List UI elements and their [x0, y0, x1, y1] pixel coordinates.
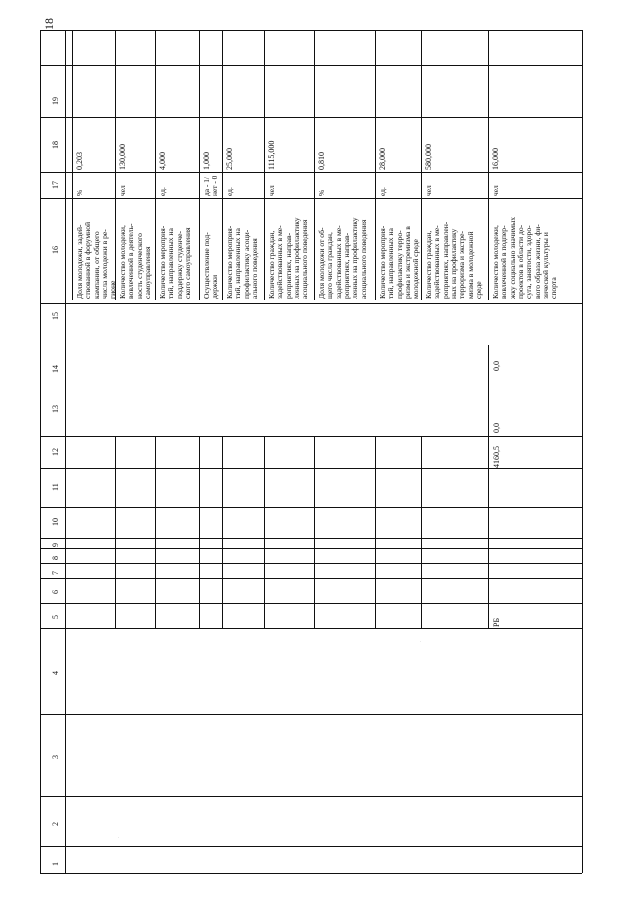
last-row-col5: РБ: [492, 617, 501, 627]
table-border-top: [40, 30, 582, 31]
indicator-row-divider: [421, 30, 422, 300]
last-row-col11: 4160,5: [492, 446, 501, 468]
indicator-row-divider: [375, 30, 376, 300]
table-border-right: [582, 30, 583, 873]
column-divider: [40, 796, 582, 797]
indicator-unit: чел: [491, 185, 500, 196]
indicator-value: 0,810: [317, 152, 326, 170]
column-divider: [40, 846, 582, 847]
indicator-name: Доля молодежи от об- щего числа граждан, задействованных в ме- роприятиях, направ- ленных на профилактику асоциального поведения: [317, 217, 368, 299]
column-divider: [40, 436, 582, 437]
column-divider: [40, 303, 582, 304]
scan-speck: ·: [118, 835, 120, 840]
indicator-unit: чел: [424, 185, 433, 196]
indicator-value: 1115,000: [267, 140, 276, 170]
page-number: 18: [42, 18, 56, 30]
indicator-value: 25,000: [225, 148, 234, 170]
column-divider: [40, 578, 582, 579]
table-border-left: [40, 30, 41, 873]
column-number-10: 10: [51, 518, 60, 526]
indicator-row-divider: [222, 30, 223, 300]
indicator-row-divider: [314, 30, 315, 300]
column-number-8: 8: [51, 556, 60, 560]
data-row-divider: [115, 436, 116, 628]
scan-speck: ·: [420, 639, 422, 644]
column-number-15: 15: [51, 312, 60, 320]
data-row-divider: [421, 436, 422, 628]
column-number-6: 6: [51, 590, 60, 594]
column-number-17: 17: [51, 181, 60, 189]
indicator-name: Количество мероприя- тий, направленных на профилактику асоци- ального поведения: [225, 225, 260, 299]
column-number-5: 5: [51, 615, 60, 619]
indicator-row-divider: [488, 30, 489, 300]
indicator-unit: %: [75, 189, 84, 196]
indicator-row-divider: [155, 30, 156, 300]
indicator-row-divider: [199, 30, 200, 300]
column-divider: [40, 714, 582, 715]
data-row-divider: [264, 436, 265, 628]
column-number-3: 3: [51, 755, 60, 759]
indicator-name: Количество мероприя- тий, направленных на поддержку студенче- ского самоуправления: [158, 225, 193, 299]
data-row-divider: [222, 436, 223, 628]
last-row-col13: 0,0: [492, 361, 501, 371]
column-number-16: 16: [51, 246, 60, 254]
indicator-unit: ед.: [378, 187, 387, 196]
indicator-unit: ед.: [225, 187, 234, 196]
column-number-9: 9: [51, 543, 60, 547]
indicator-name: Осуществление под- держки: [202, 232, 220, 299]
column-divider: [40, 538, 582, 539]
indicator-value: 28,000: [378, 148, 387, 170]
indicator-value: 1,000: [202, 152, 211, 170]
column-number-19: 19: [51, 97, 60, 105]
data-row-divider: [314, 436, 315, 628]
indicator-value: 4,000: [158, 152, 167, 170]
table-border-bottom: [40, 873, 582, 874]
indicator-name: Количество граждан, задействованных в ме- роприятиях, направ- ленных на профилактику асоциального поведения: [267, 217, 310, 299]
data-row-divider: [199, 436, 200, 628]
last-row-col12: 0,0: [492, 423, 501, 433]
column-divider: [40, 548, 582, 549]
indicator-name: Количество граждан, задействованных в ме- роприятиях, направлен- ных на профилактику терроризма и экстре- мизма в молодежной среде: [424, 221, 484, 299]
indicator-unit: %: [317, 189, 326, 196]
column-number-7: 7: [51, 571, 60, 575]
data-row-divider: [155, 436, 156, 628]
column-number-11: 11: [51, 483, 60, 491]
column-divider: [40, 65, 582, 66]
indicator-row-divider: [72, 30, 73, 300]
column-divider: [40, 563, 582, 564]
column-number-18: 18: [51, 141, 60, 149]
data-row-divider: [375, 436, 376, 628]
indicator-unit: чел: [267, 185, 276, 196]
column-number-4: 4: [51, 671, 60, 675]
indicator-value: 16,000: [491, 148, 500, 170]
indicator-value: 130,000: [118, 144, 127, 170]
column-number-1: 1: [51, 862, 60, 866]
indicator-unit: ед.: [158, 187, 167, 196]
indicator-value: 580,000: [424, 144, 433, 170]
indicator-name: Доля молодежи, задей- ствованной в форумной кампании, от общего числа молодежи в ре- гионе: [75, 221, 118, 299]
column-divider: [40, 117, 582, 118]
column-number-14: 14: [51, 365, 60, 373]
column-number-13: 13: [51, 405, 60, 413]
column-divider: [40, 468, 582, 469]
indicator-value: 0,203: [75, 152, 84, 170]
data-row-divider: [488, 345, 489, 628]
column-number-12: 12: [51, 448, 60, 456]
column-divider: [40, 507, 582, 508]
column-number-2: 2: [51, 822, 60, 826]
column-divider: [40, 172, 582, 173]
header-strip-divider: [65, 30, 66, 873]
column-divider: [40, 603, 582, 604]
indicator-name: Количество мероприя- тий, направленных на профилактику терро- ризма и экстремизма в молодежной среде: [378, 225, 421, 299]
indicator-row-divider: [264, 30, 265, 300]
column-divider: [40, 198, 582, 199]
indicator-name: Количество молодежи, вовлеченной в деятель- ность студенческого самоуправления: [118, 223, 153, 299]
indicator-name: Количество молодежи, вовлеченной в подпер- жку социально значимых проектов в области до- суга, занятости, здоро- вого образа жизни, фи- зической культуры и спорта: [491, 217, 559, 299]
column-divider: [40, 628, 582, 629]
indicator-unit: чел: [118, 185, 127, 196]
indicator-unit: да - 1/ нет - 0: [202, 175, 220, 196]
